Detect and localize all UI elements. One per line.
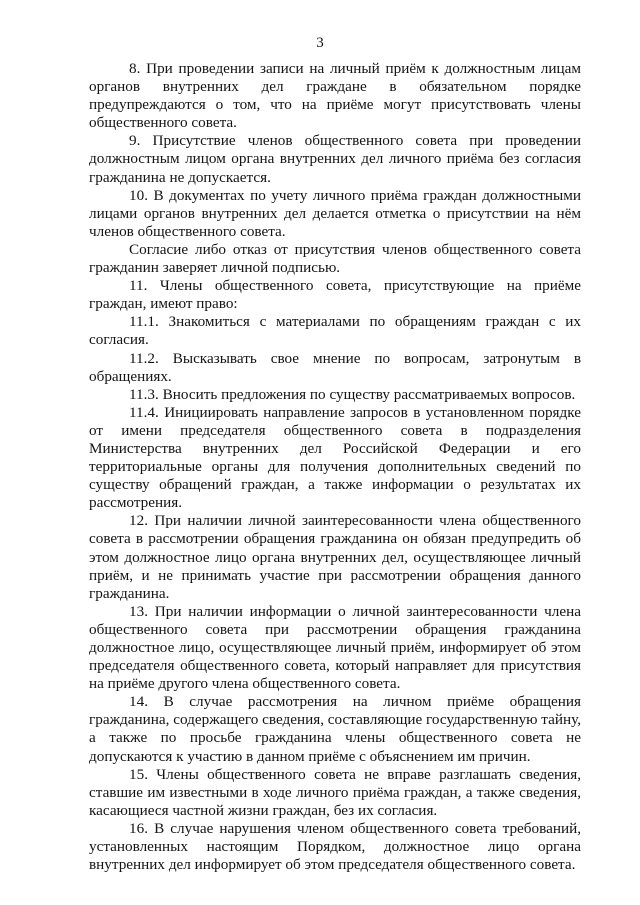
paragraph-11-4: 11.4. Инициировать направление запросов в установленном порядке от имени председателя общественного совета в подразделения Министерства внутренних дел Российской Федерации и его территориальные органы для получения дополнительных сведений по существу обращений граждан, а также информации о результатах их рассмотрения. — [89, 403, 581, 512]
paragraph-16: 16. В случае нарушения членом общественного совета требований, установленных настоящим Порядком, должностное лицо органа внутренних дел информирует об этом председателя общественного совета. — [89, 819, 581, 874]
paragraph-13: 13. При наличии информации о личной заинтересованности члена общественного совета при рассмотрении обращения гражданина должностное лицо, осуществляющее личный приём, информирует об этом председателя общественного совета, который направляет для присутствия на приёме другого члена общественного совета. — [89, 602, 581, 693]
paragraph-11-1: 11.1. Знакомиться с материалами по обращениям граждан с их согласия. — [89, 313, 581, 349]
paragraph-9: 9. Присутствие членов общественного совета при проведении должностным лицом органа внутренних дел личного приёма без согласия гражданина не допускается. — [89, 132, 581, 186]
page-number: 3 — [316, 35, 324, 51]
paragraph-14: 14. В случае рассмотрения на личном приёме обращения гражданина, содержащего сведения, составляющие государственную тайну, а также по просьбе гражданина члены общественного совета не допускаются к участию в данном приёме с объяснением им причин. — [89, 693, 581, 765]
paragraph-11-3: 11.3. Вносить предложения по существу рассматриваемых вопросов. — [129, 385, 576, 403]
paragraph-10-consent: Согласие либо отказ от присутствия членов общественного совета гражданин заверяет личной подписью. — [89, 240, 581, 277]
paragraph-11: 11. Члены общественного совета, присутствующие на приёме граждан, имеют право: — [89, 277, 581, 313]
paragraph-10: 10. В документах по учету личного приёма граждан должностными лицами органов внутренних дел делается отметка о присутствии на нём членов общественного совета. — [89, 186, 581, 240]
paragraph-11-2: 11.2. Высказывать свое мнение по вопросам, затронутым в обращениях. — [89, 349, 581, 385]
document-body — [89, 60, 581, 874]
paragraph-15: 15. Члены общественного совета не вправе разглашать сведения, ставшие им известными в ходе личного приёма граждан, а также сведения, касающиеся частной жизни граждан, без их согласия. — [89, 765, 581, 819]
paragraph-12: 12. При наличии личной заинтересованности члена общественного совета в рассмотрении обращения гражданина он обязан предупредить об этом должностное лицо органа внутренних дел, осуществляющее личный приём, и не принимать участие при рассмотрении обращения данного гражданина. — [89, 512, 581, 602]
paragraph-8: 8. При проведении записи на личный приём к должностным лицам органов внутренних дел граждане в обязательном порядке предупреждаются о том, что на приёме могут присутствовать члены общественного совета. — [89, 60, 581, 132]
